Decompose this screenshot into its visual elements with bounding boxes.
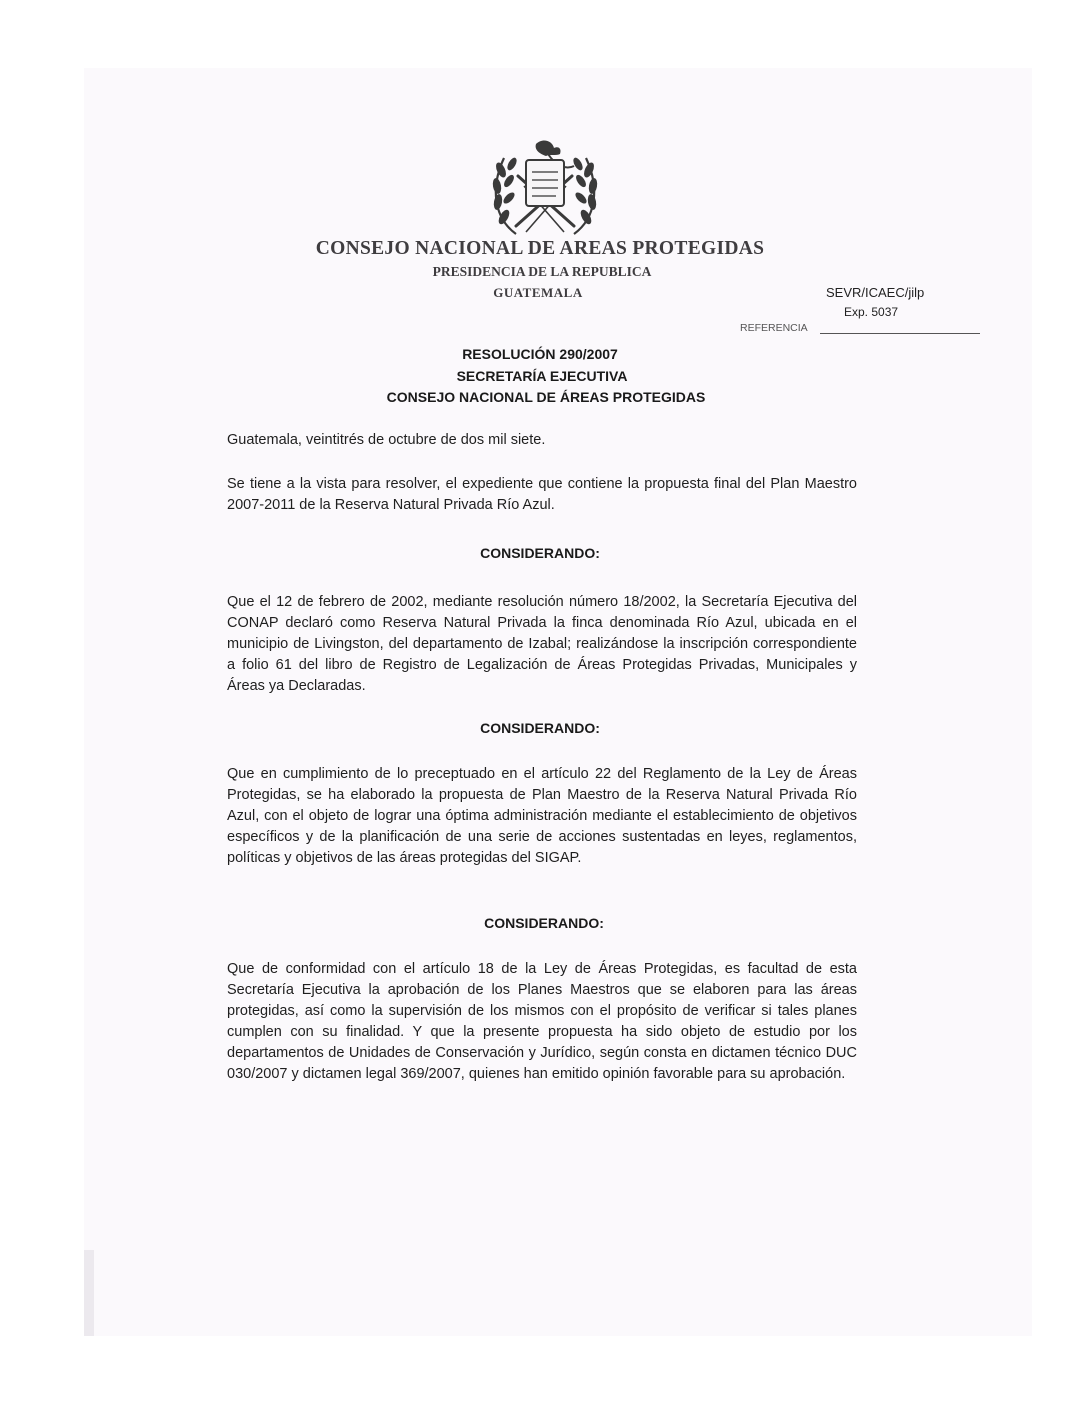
- presidency-line: PRESIDENCIA DE LA REPUBLICA: [432, 264, 652, 279]
- resolution-number: RESOLUCIÓN 290/2007: [462, 346, 618, 362]
- considerando-paragraph: Que en cumplimiento de lo preceptuado en el artículo 22 del Reglamento de la Ley de Áreas Protegidas, se ha elaborado la propuesta de Plan Maestro de la Reserva Natural Privada Río Azul, con el objeto de lograr una óptima administración mediante el establecimiento de objetivos específicos y de la planificación de una serie de acciones sustentadas en leyes, reglamentos, políticas y objetivos de las áreas protegidas del SIGAP.: [227, 766, 857, 866]
- date-line: Guatemala, veintitrés de octubre de dos mil siete.: [227, 432, 546, 448]
- country-line: GUATEMALA: [493, 285, 583, 300]
- page-shadow-edge: [84, 1250, 94, 1336]
- expediente-number: Exp. 5037: [844, 305, 899, 319]
- reference-underline: [820, 333, 980, 334]
- intro-paragraph: Se tiene a la vista para resolver, el expediente que contiene la propuesta final del Plan Maestro 2007-2011 de la Reserva Natural Privada Río Azul.: [227, 476, 857, 513]
- org-name: CONSEJO NACIONAL DE AREAS PROTEGIDAS: [315, 238, 765, 259]
- considerando-heading: CONSIDERANDO:: [480, 545, 600, 561]
- guatemala-coat-of-arms-icon: [486, 136, 604, 246]
- resolution-council: CONSEJO NACIONAL DE ÁREAS PROTEGIDAS: [386, 389, 706, 405]
- considerando-paragraph: Que de conformidad con el artículo 18 de la Ley de Áreas Protegidas, es facultad de esta Secretaría Ejecutiva la aprobación de los Planes Maestros que se elaboren para las áreas protegidas, así como la supervisión de los mismos con el propósito de verificar si tales planes cumplen con su finalidad. Y que la presente propuesta ha sido objeto de estudio por los departamentos de Unidades de Conservación y Jurídico, según consta en dictamen técnico DUC 030/2007 y dictamen legal 369/2007, quienes han emitido opinión favorable para su aprobación.: [227, 961, 857, 1082]
- considerando-heading: CONSIDERANDO:: [484, 915, 604, 931]
- reference-code: SEVR/ICAEC/jilp: [826, 285, 925, 300]
- resolution-secretariat: SECRETARÍA EJECUTIVA: [456, 368, 628, 384]
- reference-label: REFERENCIA: [740, 322, 808, 334]
- considerando-heading: CONSIDERANDO:: [480, 720, 600, 736]
- considerando-paragraph: Que el 12 de febrero de 2002, mediante resolución número 18/2002, la Secretaría Ejecutiva del CONAP declaró como Reserva Natural Privada la finca denominada Río Azul, ubicada en el municipio de Livingston, del departamento de Izabal; realizándose la inscripción correspondiente a folio 61 del libro de Registro de Legalización de Áreas Protegidas Privadas, Municipales y Áreas ya Declaradas.: [227, 594, 857, 694]
